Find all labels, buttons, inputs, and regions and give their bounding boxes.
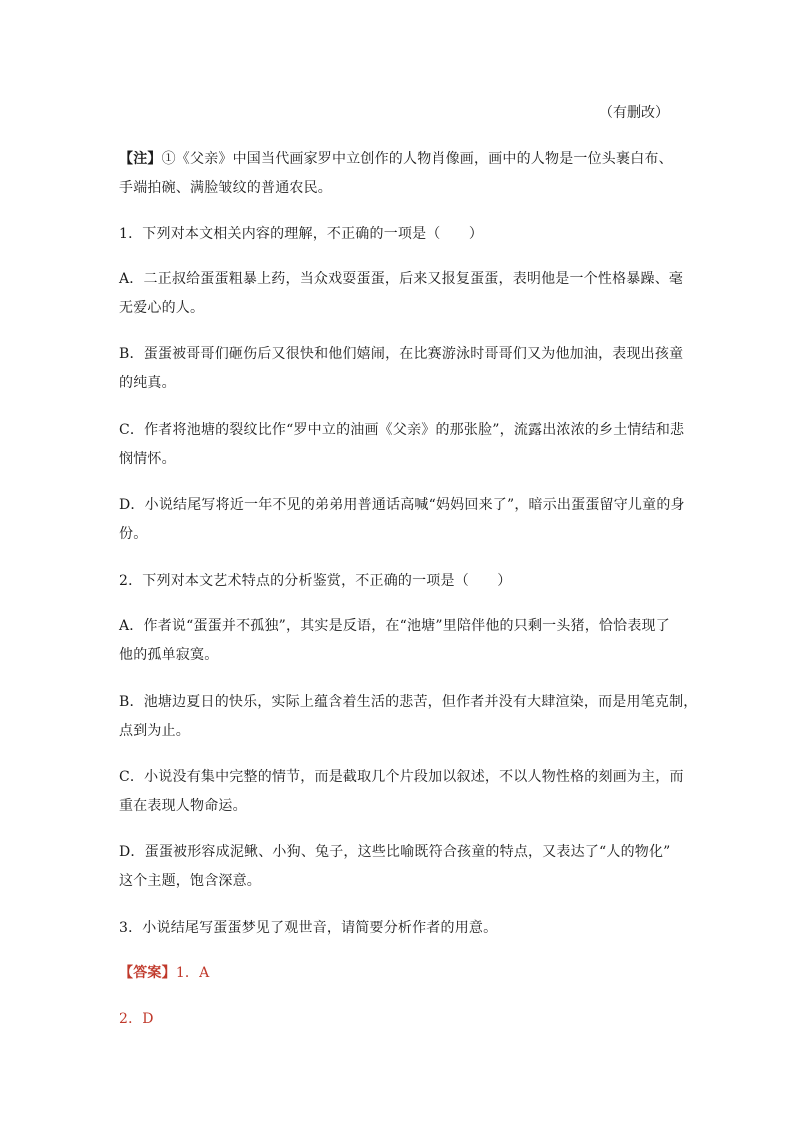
note-line-1: [119, 150, 679, 168]
note-text-1: ①《父亲》中国当代画家罗中立创作的人物肖像画，画中的人物是一位头裹白布、: [161, 151, 673, 167]
q2-option-d-line-1: D．蛋蛋被形容成泥鳅、小狗、兔子，这些比喻既符合孩童的特点，又表达了“人的物化”: [119, 844, 671, 860]
q2-option-a-line-1: A．作者说“蛋蛋并不孤独”，其实是反语，在“池塘”里陪伴他的只剩一头猪，恰恰表现了: [119, 618, 670, 634]
answer-tag: 【答案】: [119, 965, 176, 981]
q1-option-d-line-2: 份。: [119, 526, 148, 542]
answer-line-1: [119, 964, 679, 982]
q2-option-b-line-2: 点到为止。: [119, 723, 190, 739]
question-2-stem: 2．下列对本文艺术特点的分析鉴赏，不正确的一项是（ ）: [119, 573, 512, 589]
q2-option-d-line-2: 这个主题，饱含深意。: [119, 873, 261, 889]
source-note: （有删改）: [599, 105, 669, 121]
q2-option-a-line-2: 他的孤单寂寞。: [119, 647, 219, 663]
answer-2: 2．D: [119, 1011, 154, 1027]
note-line-2: 手端拍碗、满脸皱纹的普通农民。: [119, 180, 332, 196]
q2-option-c-line-2: 重在表现人物命运。: [119, 798, 247, 814]
q2-option-c-line-1: C．小说没有集中完整的情节，而是截取几个片段加以叙述，不以人物性格的刻画为主，而: [119, 769, 684, 785]
q1-option-b-line-1: B．蛋蛋被哥哥们砸伤后又很快和他们嬉闹，在比赛游泳时哥哥们又为他加油，表现出孩童: [119, 346, 684, 362]
q1-option-a-line-2: 无爱心的人。: [119, 300, 205, 316]
q1-option-c-line-1: C．作者将池塘的裂纹比作“罗中立的油画《父亲》的那张脸”，流露出浓浓的乡土情结和悲: [119, 422, 685, 438]
q2-option-b-line-1: B．池塘边夏日的快乐，实际上蕴含着生活的悲苦，但作者并没有大肆渲染，而是用笔克制，: [119, 694, 698, 710]
question-3-stem: 3．小说结尾写蛋蛋梦见了观世音，请简要分析作者的用意。: [119, 920, 498, 936]
q1-option-d-line-1: D．小说结尾写将近一年不见的弟弟用普通话高喊“妈妈回来了”，暗示出蛋蛋留守儿童的身: [119, 497, 685, 513]
question-1-stem: 1．下列对本文相关内容的理解，不正确的一项是（ ）: [119, 226, 484, 242]
q1-option-c-line-2: 悯情怀。: [119, 451, 176, 467]
q1-option-b-line-2: 的纯真。: [119, 375, 176, 391]
note-tag: 【注】: [119, 151, 162, 167]
answer-1: 1．A: [175, 965, 210, 981]
q1-option-a-line-1: A．二正叔给蛋蛋粗暴上药，当众戏耍蛋蛋，后来又报复蛋蛋，表明他是一个性格暴躁、毫: [119, 271, 684, 287]
